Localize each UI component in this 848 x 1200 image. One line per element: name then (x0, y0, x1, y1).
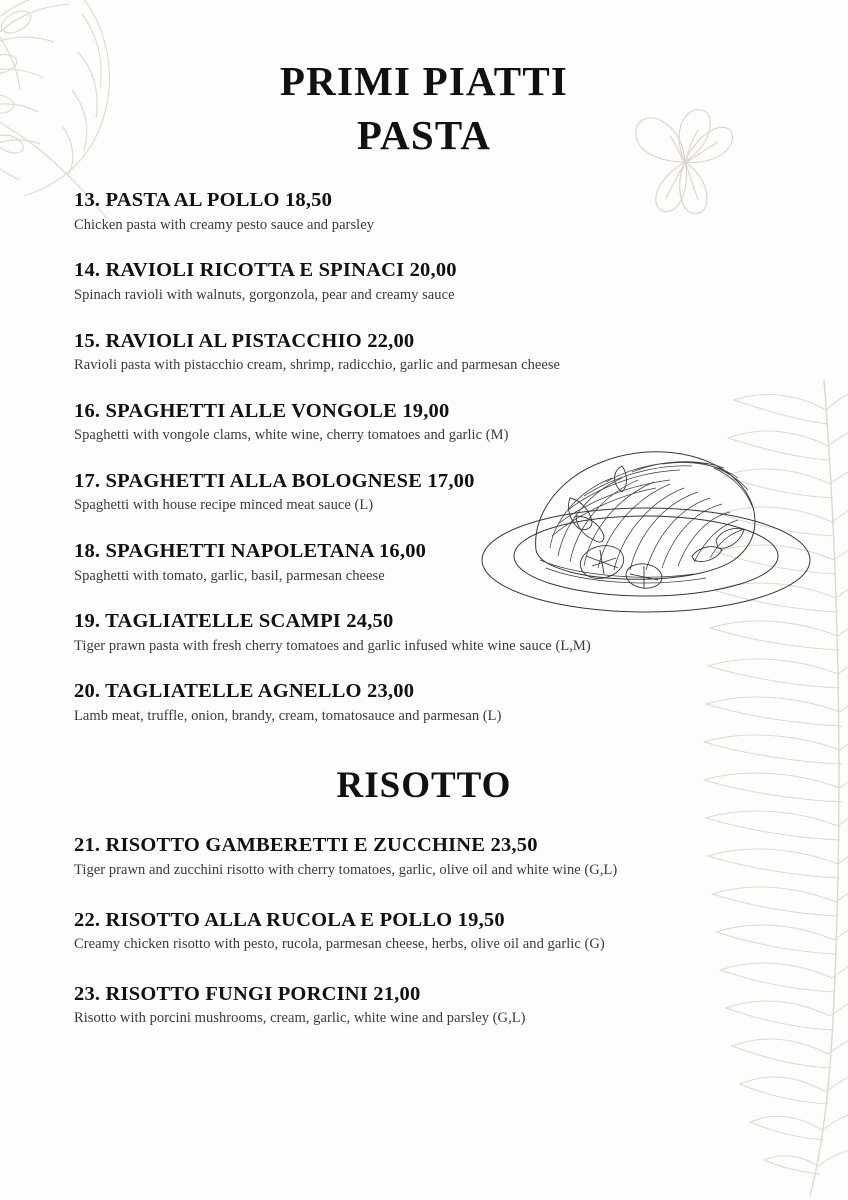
menu-heading-line-2: PASTA (356, 112, 492, 159)
menu-item-title: 18. SPAGHETTI NAPOLETANA (74, 540, 374, 562)
menu-item-price: 20,00 (409, 259, 457, 282)
menu-item-description: Ravioli pasta with pistacchio cream, shrimp, radicchio, garlic and parmesan cheese (74, 357, 561, 374)
menu-item-price: 19,00 (402, 399, 450, 422)
menu-item-title: 21. RISOTTO GAMBERETTI E ZUCCHINE (74, 834, 486, 857)
menu-item-description: Tiger prawn and zucchini risotto with cherry tomatoes, garlic, olive oil and white wine (G,L) (74, 862, 618, 879)
menu-item-name (74, 679, 778, 704)
menu-item-title: 15. RAVIOLI AL PISTACCHIO (74, 329, 362, 352)
menu-item-description: Creamy chicken risotto with pesto, rucola, parmesan cheese, herbs, olive oil and garlic (G) (74, 936, 605, 953)
pasta-items-list (0, 162, 848, 726)
menu-item-price: 17,00 (427, 469, 475, 492)
menu-item-description: Spaghetti with house recipe minced meat sauce (L) (74, 497, 374, 514)
menu-item-price: 22,00 (367, 329, 415, 352)
menu-item-description: Spaghetti with vongole clams, white wine, cherry tomatoes and garlic (M) (74, 427, 509, 444)
menu-item (74, 833, 778, 880)
menu-item-price: 21,00 (373, 982, 421, 1005)
menu-item-name (74, 982, 778, 1007)
menu-item (74, 679, 778, 726)
menu-item-price: 23,50 (490, 834, 538, 857)
menu-item-price: 24,50 (346, 610, 394, 633)
menu-item (74, 329, 778, 376)
menu-item-description: Risotto with porcini mushrooms, cream, garlic, white wine and parsley (G,L) (74, 1010, 526, 1027)
menu-item-title: 13. PASTA AL POLLO (74, 189, 280, 212)
menu-item-title: 20. TAGLIATELLE AGNELLO (74, 680, 362, 703)
menu-item-description: Spaghetti with tomato, garlic, basil, parmesan cheese (74, 567, 385, 584)
menu-item (74, 982, 778, 1029)
menu-item-name (74, 609, 778, 634)
menu-item (74, 188, 778, 235)
risotto-items-list (0, 833, 848, 1028)
menu-item-name (74, 329, 778, 354)
risotto-section-title: RISOTTO (336, 765, 512, 807)
menu-heading-line-1: PRIMI PIATTI (279, 58, 569, 104)
menu-item (74, 469, 778, 516)
page-title (0, 0, 848, 162)
menu-item (74, 609, 778, 656)
menu-item-title: 22. RISOTTO ALLA RUCOLA E POLLO (74, 908, 453, 931)
menu-item-name (74, 833, 778, 858)
menu-item-price: 19,50 (457, 908, 505, 931)
menu-item-title: 23. RISOTTO FUNGI PORCINI (74, 982, 368, 1005)
menu-item (74, 399, 778, 446)
menu-item-description: Lamb meat, truffle, onion, brandy, cream, tomatosauce and parmesan (L) (74, 707, 502, 724)
menu-item (74, 908, 778, 955)
menu-item (74, 539, 778, 586)
menu-item-price: 23,00 (367, 680, 415, 703)
menu-item-name (74, 258, 778, 283)
menu-item-price: 16,00 (378, 540, 427, 562)
menu-item-title: 14. RAVIOLI RICOTTA E SPINACI (74, 259, 405, 282)
menu-item-name (74, 908, 778, 933)
menu-item-title: 17. SPAGHETTI ALLA BOLOGNESE (74, 469, 423, 492)
menu-item-name (74, 539, 778, 564)
menu-item-description: Spinach ravioli with walnuts, gorgonzola, pear and creamy sauce (74, 286, 455, 303)
menu-item-name (74, 399, 778, 424)
menu-heading (0, 54, 848, 162)
menu-item-name (74, 188, 778, 213)
menu-item-title: 19. TAGLIATELLE SCAMPI (74, 610, 341, 633)
menu-item-name (74, 469, 778, 494)
menu-item-title: 16. SPAGHETTI ALLE VONGOLE (74, 399, 397, 422)
menu-item (74, 258, 778, 305)
menu-item-price: 18,50 (284, 189, 333, 212)
menu-item-description: Chicken pasta with creamy pesto sauce and parsley (74, 216, 374, 233)
menu-item-description: Tiger prawn pasta with fresh cherry tomatoes and garlic infused white wine sauce (L,M) (74, 637, 591, 654)
